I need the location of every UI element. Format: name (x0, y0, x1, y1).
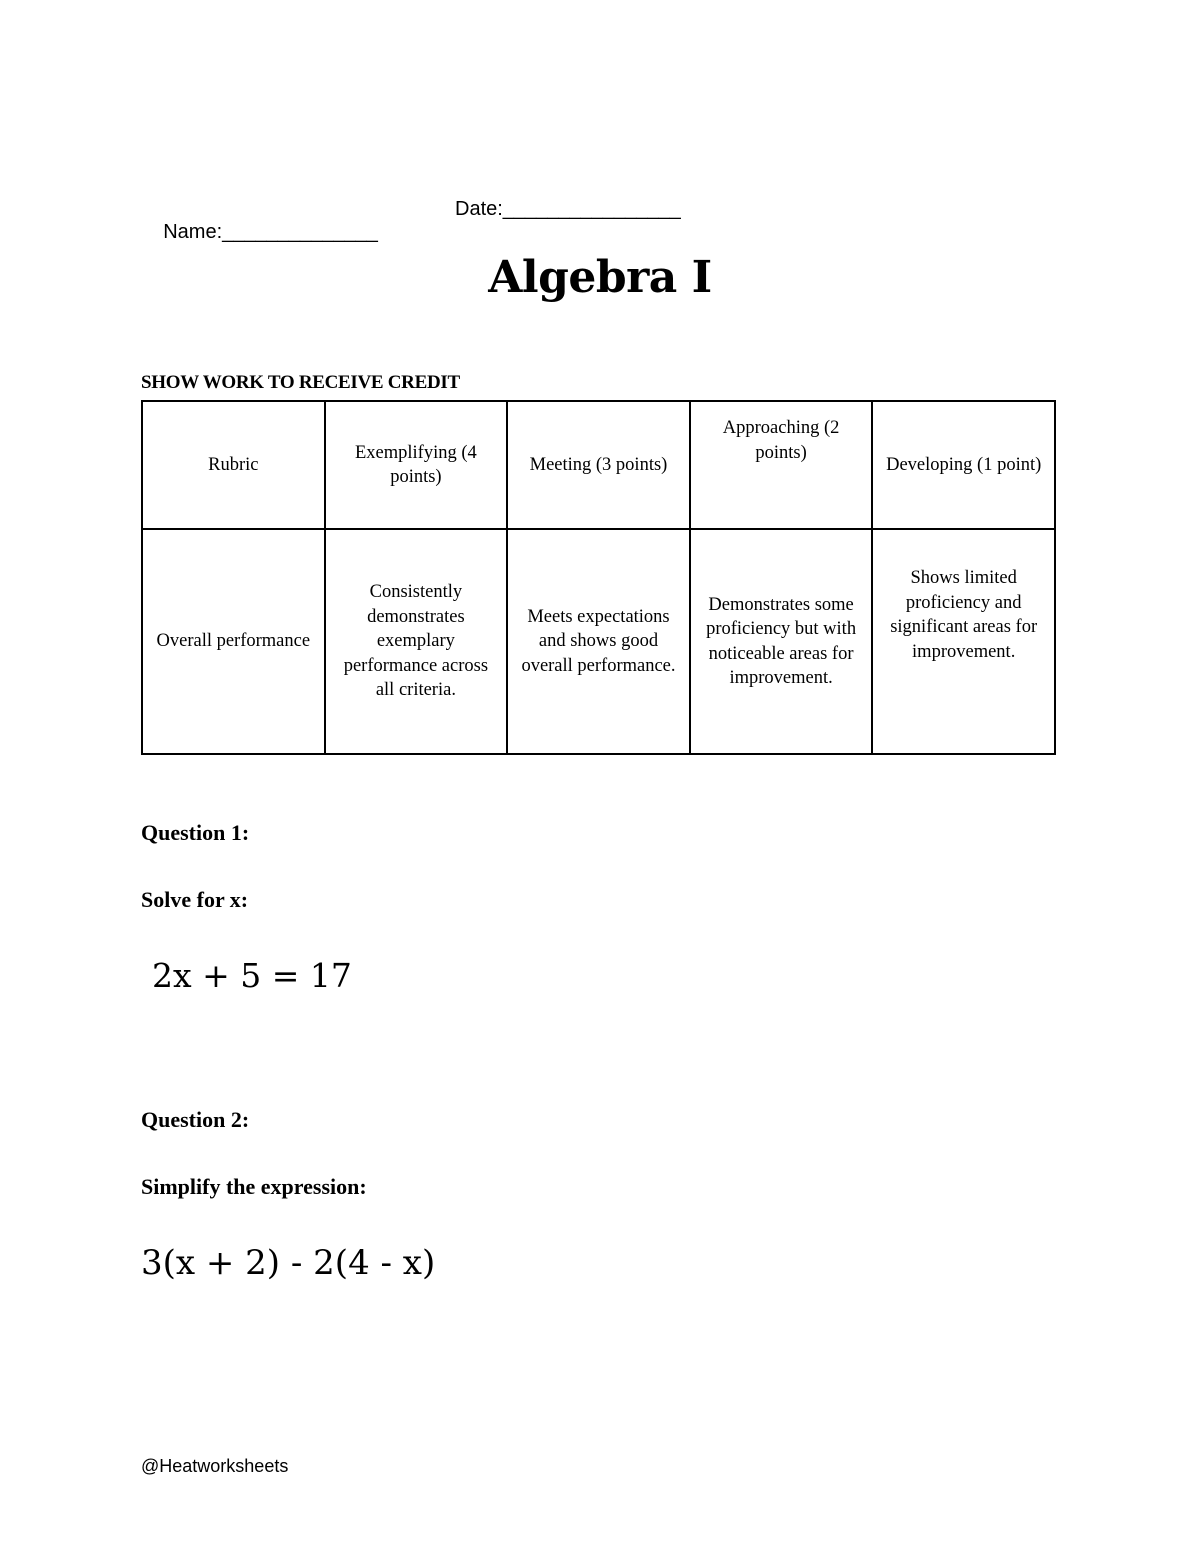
instructions: SHOW WORK TO RECEIVE CREDIT (141, 372, 460, 393)
rubric-header-cell: Approaching (2 points) (690, 401, 873, 529)
footer-credit: @Heatworksheets (141, 1456, 289, 1476)
name-field: Name:______________ (163, 221, 378, 243)
question-2-expression: 3(x + 2) - 2(4 - x) (141, 1243, 436, 1283)
rubric-header-row (142, 401, 1055, 529)
rubric-header-cell: Developing (1 point) (872, 401, 1055, 529)
rubric-header-cell: Meeting (3 points) (507, 401, 690, 529)
rubric-cell: Overall performance (142, 529, 325, 754)
question-1-label: Question 1: (141, 820, 250, 845)
rubric-cell: Shows limited proficiency and significant areas for improvement. (872, 529, 1055, 754)
rubric-header-cell: Rubric (142, 401, 325, 529)
question-1-expression: 2x + 5 = 17 (152, 956, 352, 995)
question-2-prompt: Simplify the expression: (141, 1174, 367, 1199)
rubric-cell: Demonstrates some proficiency but with noticeable areas for improvement. (690, 529, 873, 754)
rubric-row (142, 529, 1055, 754)
worksheet-title: Algebra I (488, 252, 712, 303)
question-1-prompt: Solve for x: (141, 887, 249, 912)
rubric-cell: Consistently demonstrates exemplary performance across all criteria. (325, 529, 508, 754)
date-field: Date:________________ (455, 198, 681, 220)
question-2-label: Question 2: (141, 1107, 250, 1132)
rubric-cell: Meets expectations and shows good overall performance. (507, 529, 690, 754)
rubric-table (141, 400, 1056, 755)
rubric-header-cell: Exemplifying (4 points) (325, 401, 508, 529)
